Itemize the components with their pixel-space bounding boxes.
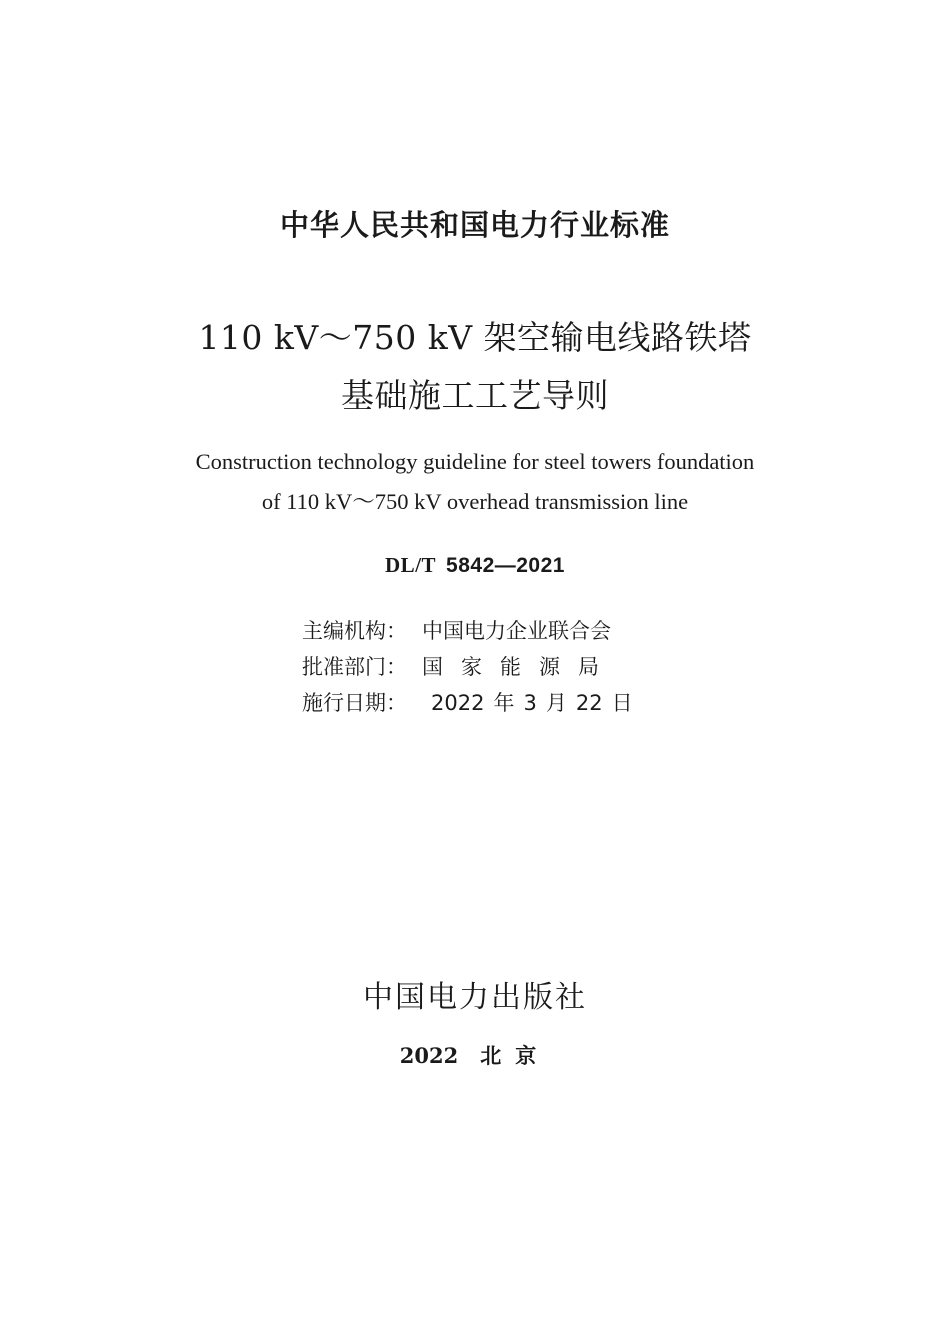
title-zh-line-2: 基础施工工艺导则 (341, 376, 609, 415)
date-label: 施行日期： (302, 691, 407, 715)
editor-label: 主编机构： (302, 619, 407, 643)
imprint (0, 1040, 950, 1070)
editor-value: 中国电力企业联合会 (422, 619, 611, 643)
title-en-line-1: Construction technology guideline for steel towers foundation (195, 449, 755, 474)
date-day-unit: 日 (611, 691, 633, 715)
standard-code (0, 553, 950, 578)
standard-number: 5842—2021 (446, 554, 565, 577)
date-year-unit: 年 (493, 691, 515, 715)
meta-date-row (302, 685, 642, 721)
publisher-name: 中国电力出版社 (363, 980, 587, 1015)
publication-meta (302, 613, 642, 721)
standard-category: 中华人民共和国电力行业标准 (279, 208, 670, 242)
imprint-city: 北京 (480, 1043, 551, 1068)
approver-label: 批准部门： (302, 655, 407, 679)
date-month: 3 (523, 691, 537, 715)
imprint-year: 2022 (399, 1043, 459, 1068)
date-month-unit: 月 (545, 691, 567, 715)
standard-prefix: DL/T (385, 553, 437, 577)
title-en-line-2: of 110 kV～750 kV overhead transmission line (261, 489, 689, 514)
date-day: 22 (575, 691, 603, 715)
approver-value: 国家能源局 (422, 655, 617, 679)
date-year: 2022 (431, 691, 485, 715)
meta-editor-row (302, 613, 642, 649)
meta-approver-row (302, 649, 642, 685)
title-zh-line-1: 110 kV～750 kV 架空输电线路铁塔 (198, 318, 752, 357)
